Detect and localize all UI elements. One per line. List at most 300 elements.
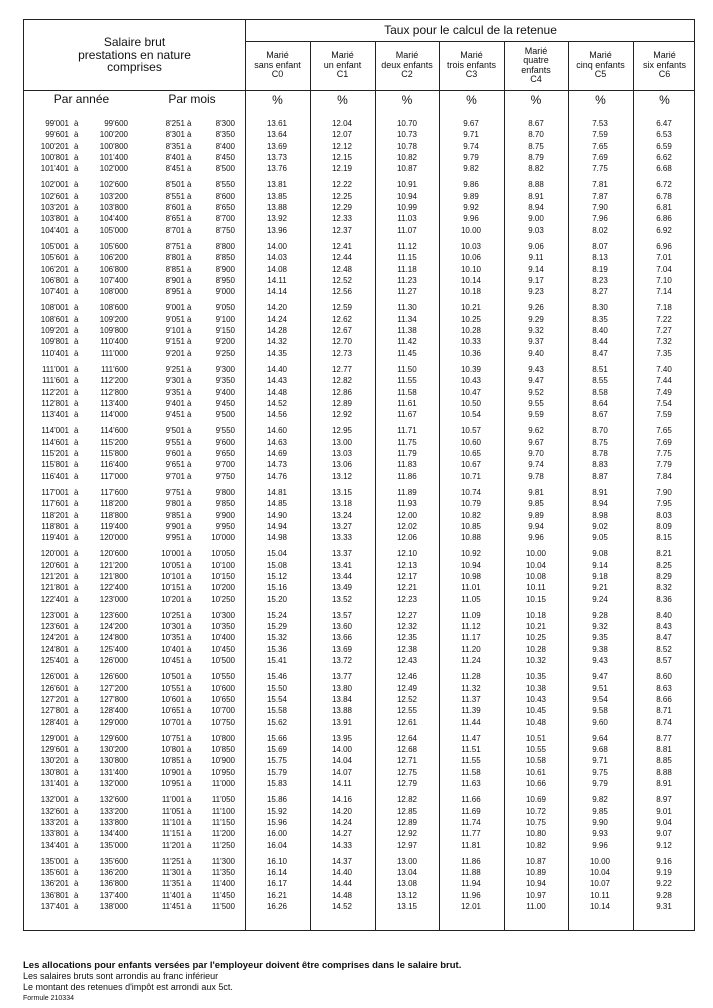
rate-c4: 8.67 bbox=[528, 119, 544, 128]
rate-c5: 8.75 bbox=[592, 437, 608, 447]
rate-c6: 8.85 bbox=[656, 756, 672, 766]
range-sep: à bbox=[74, 410, 79, 420]
year-from: 136'201 bbox=[40, 879, 69, 889]
year-to: 120'000 bbox=[99, 533, 128, 543]
year-from: 102'001 bbox=[40, 180, 69, 190]
range-sep: à bbox=[187, 164, 192, 174]
rate-c5: 8.02 bbox=[592, 225, 608, 235]
year-to: 133'200 bbox=[99, 806, 128, 816]
month-to: 9'000 bbox=[215, 287, 235, 297]
range-sep: à bbox=[74, 364, 79, 374]
rate-c1: 13.60 bbox=[331, 622, 353, 632]
rate-c1: 13.24 bbox=[331, 510, 353, 520]
column-header-line: sans enfant bbox=[254, 59, 301, 70]
rate-c4: 9.47 bbox=[528, 376, 544, 386]
rate-c0: 14.08 bbox=[266, 264, 288, 274]
rate-c1: 13.44 bbox=[331, 571, 353, 581]
month-from: 10'401 bbox=[161, 644, 185, 654]
month-to: 10'600 bbox=[211, 683, 235, 693]
month-to: 10'500 bbox=[211, 656, 235, 666]
year-from: 114'601 bbox=[41, 437, 69, 447]
rate-c4: 9.74 bbox=[528, 460, 544, 470]
rate-c5: 9.54 bbox=[592, 694, 608, 704]
month-to: 10'000 bbox=[211, 533, 235, 543]
rate-c3: 11.39 bbox=[461, 706, 481, 716]
range-sep: à bbox=[74, 387, 79, 397]
year-to: 126'600 bbox=[99, 672, 128, 682]
table-row bbox=[24, 425, 696, 436]
range-sep: à bbox=[187, 902, 192, 911]
rate-c2: 10.91 bbox=[396, 180, 418, 190]
rate-c2: 10.87 bbox=[396, 164, 418, 174]
rate-c5: 9.79 bbox=[592, 779, 608, 789]
rate-c0: 15.83 bbox=[266, 779, 288, 789]
range-sep: à bbox=[187, 868, 192, 878]
month-from: 9'501 bbox=[165, 426, 185, 436]
month-from: 8'701 bbox=[165, 225, 185, 235]
year-to: 121'800 bbox=[99, 571, 128, 581]
year-from: 118'201 bbox=[41, 510, 69, 520]
year-from: 116'401 bbox=[41, 471, 69, 481]
rate-c2: 12.32 bbox=[396, 622, 418, 632]
rate-c0: 13.96 bbox=[266, 225, 288, 235]
rate-c3: 11.05 bbox=[461, 594, 481, 604]
rate-c6: 8.15 bbox=[656, 533, 672, 543]
range-sep: à bbox=[74, 745, 79, 755]
rate-c4: 9.03 bbox=[528, 225, 544, 235]
rate-c3: 11.63 bbox=[461, 779, 481, 789]
range-sep: à bbox=[187, 890, 192, 900]
rate-c5: 9.58 bbox=[592, 706, 608, 716]
table-row bbox=[24, 437, 696, 448]
rate-c5: 8.83 bbox=[592, 460, 608, 470]
year-from: 99'001 bbox=[45, 119, 69, 128]
month-to: 9'900 bbox=[215, 510, 235, 520]
rate-c6: 8.36 bbox=[656, 594, 672, 604]
rate-c0: 14.63 bbox=[266, 437, 288, 447]
rate-c4: 9.29 bbox=[528, 314, 544, 324]
range-sep: à bbox=[187, 348, 192, 358]
rate-c4: 9.17 bbox=[528, 275, 544, 285]
rate-c0: 15.62 bbox=[266, 717, 288, 727]
column-header-c5 bbox=[568, 41, 633, 90]
rate-c3: 10.25 bbox=[460, 314, 482, 324]
rate-c1: 14.07 bbox=[331, 767, 353, 777]
rate-c3: 11.94 bbox=[461, 879, 481, 889]
rate-c5: 9.38 bbox=[592, 644, 608, 654]
range-sep: à bbox=[74, 767, 79, 777]
rate-c3: 10.54 bbox=[460, 410, 482, 420]
rate-c5: 8.98 bbox=[592, 510, 608, 520]
year-to: 125'400 bbox=[99, 644, 128, 654]
rate-c6: 9.01 bbox=[656, 806, 672, 816]
month-to: 9'350 bbox=[215, 376, 235, 386]
range-sep: à bbox=[74, 303, 79, 313]
rate-c5: 9.90 bbox=[592, 817, 608, 827]
rate-c1: 14.24 bbox=[331, 817, 353, 827]
month-to: 11'500 bbox=[211, 902, 235, 911]
rate-c2: 10.73 bbox=[396, 130, 418, 140]
rate-c5: 9.05 bbox=[592, 533, 608, 543]
rate-c2: 12.00 bbox=[396, 510, 418, 520]
month-from: 9'151 bbox=[165, 337, 185, 347]
row-group bbox=[24, 548, 696, 604]
rate-c4: 10.28 bbox=[525, 644, 547, 654]
month-from: 8'251 bbox=[165, 119, 185, 128]
table-row bbox=[24, 655, 696, 666]
rate-c5: 10.07 bbox=[589, 879, 611, 889]
range-sep: à bbox=[187, 583, 192, 593]
range-sep: à bbox=[74, 130, 79, 140]
rate-c4: 9.32 bbox=[528, 326, 544, 336]
rate-c4: 8.94 bbox=[528, 203, 544, 213]
range-sep: à bbox=[74, 733, 79, 743]
range-sep: à bbox=[74, 264, 79, 274]
range-sep: à bbox=[74, 314, 79, 324]
range-sep: à bbox=[187, 571, 192, 581]
rate-c6: 7.18 bbox=[656, 303, 672, 313]
rate-c2: 10.94 bbox=[396, 191, 418, 201]
percent-label: % bbox=[530, 93, 542, 107]
month-to: 8'750 bbox=[215, 225, 235, 235]
rate-c4: 9.62 bbox=[528, 426, 544, 436]
percent-label: % bbox=[337, 93, 348, 107]
rate-c2: 11.55 bbox=[397, 376, 417, 386]
month-to: 9'450 bbox=[215, 398, 235, 408]
rate-c0: 14.98 bbox=[266, 533, 288, 543]
range-sep: à bbox=[74, 326, 79, 336]
rate-c6: 7.95 bbox=[656, 499, 672, 509]
range-sep: à bbox=[74, 499, 79, 509]
rate-c4: 9.11 bbox=[528, 253, 544, 263]
rate-c2: 12.21 bbox=[396, 583, 418, 593]
rate-c5: 7.90 bbox=[592, 203, 608, 213]
rate-c3: 11.12 bbox=[461, 622, 481, 632]
month-from: 9'751 bbox=[165, 487, 185, 497]
range-sep: à bbox=[187, 633, 192, 643]
rate-c5: 9.71 bbox=[592, 756, 608, 766]
rate-c2: 12.38 bbox=[396, 644, 418, 654]
range-sep: à bbox=[74, 549, 79, 559]
range-sep: à bbox=[187, 253, 192, 263]
table-row bbox=[24, 459, 696, 470]
rate-c4: 9.43 bbox=[528, 364, 544, 374]
range-sep: à bbox=[74, 533, 79, 543]
rate-c0: 16.10 bbox=[266, 856, 288, 866]
month-to: 9'850 bbox=[215, 499, 235, 509]
year-from: 124'801 bbox=[40, 644, 69, 654]
rate-c1: 12.12 bbox=[331, 141, 353, 151]
rate-c6: 8.21 bbox=[656, 549, 672, 559]
year-from: 133'801 bbox=[40, 829, 69, 839]
rate-c2: 11.89 bbox=[397, 487, 417, 497]
form-number: Formule 210334 bbox=[23, 995, 74, 1002]
month-to: 11'000 bbox=[211, 779, 235, 789]
table-row bbox=[24, 532, 696, 543]
year-from: 120'001 bbox=[40, 549, 69, 559]
range-sep: à bbox=[187, 130, 192, 140]
year-from: 120'601 bbox=[40, 560, 69, 570]
year-from: 103'801 bbox=[40, 214, 69, 224]
column-header-c0 bbox=[245, 41, 310, 90]
rate-c6: 7.01 bbox=[656, 253, 672, 263]
range-sep: à bbox=[74, 571, 79, 581]
rate-c6: 6.96 bbox=[656, 241, 672, 251]
year-from: 104'401 bbox=[40, 225, 69, 235]
rate-c5: 9.96 bbox=[592, 840, 608, 850]
rate-c0: 15.41 bbox=[266, 656, 288, 666]
month-to: 10'650 bbox=[211, 694, 235, 704]
range-sep: à bbox=[187, 829, 192, 839]
range-sep: à bbox=[74, 829, 79, 839]
range-sep: à bbox=[187, 141, 192, 151]
rate-c1: 12.59 bbox=[331, 303, 353, 313]
range-sep: à bbox=[187, 683, 192, 693]
rate-c4: 10.18 bbox=[525, 610, 547, 620]
rate-c1: 12.89 bbox=[331, 398, 353, 408]
month-from: 8'951 bbox=[165, 287, 185, 297]
month-from: 10'751 bbox=[161, 733, 185, 743]
rate-c2: 12.35 bbox=[396, 633, 418, 643]
range-sep: à bbox=[187, 225, 192, 235]
rate-c2: 11.34 bbox=[397, 314, 417, 324]
rate-c0: 15.66 bbox=[266, 733, 288, 743]
rate-c6: 6.59 bbox=[656, 141, 672, 151]
range-sep: à bbox=[187, 119, 192, 128]
year-to: 120'600 bbox=[99, 549, 128, 559]
rate-c5: 9.82 bbox=[592, 795, 608, 805]
range-sep: à bbox=[74, 779, 79, 789]
range-sep: à bbox=[187, 191, 192, 201]
rate-c0: 13.85 bbox=[266, 191, 288, 201]
rate-c3: 11.58 bbox=[461, 767, 481, 777]
month-from: 10'951 bbox=[161, 779, 185, 789]
rate-c1: 14.40 bbox=[331, 868, 353, 878]
month-from: 10'101 bbox=[161, 571, 185, 581]
rate-c3: 9.71 bbox=[463, 130, 479, 140]
rate-c3: 11.51 bbox=[461, 745, 481, 755]
rate-c6: 7.54 bbox=[656, 398, 672, 408]
rate-c3: 9.89 bbox=[463, 191, 479, 201]
table-row bbox=[24, 336, 696, 347]
year-to: 123'600 bbox=[99, 610, 128, 620]
rate-c4: 11.00 bbox=[526, 902, 546, 911]
rate-c6: 8.25 bbox=[656, 560, 672, 570]
rate-c6: 8.47 bbox=[656, 633, 672, 643]
column-header-c3 bbox=[439, 41, 504, 90]
month-to: 10'300 bbox=[211, 610, 235, 620]
table-row bbox=[24, 129, 696, 140]
rate-c0: 15.36 bbox=[266, 644, 288, 654]
range-sep: à bbox=[187, 549, 192, 559]
table-row bbox=[24, 498, 696, 509]
range-sep: à bbox=[187, 594, 192, 604]
year-from: 132'601 bbox=[40, 806, 69, 816]
month-from: 10'251 bbox=[161, 610, 185, 620]
year-to: 137'400 bbox=[99, 890, 128, 900]
allocation-note: Les allocations pour enfants versées par l'employeur doivent être comprises dans le salaire brut. bbox=[23, 960, 462, 971]
rate-c4: 10.45 bbox=[525, 706, 547, 716]
rate-c0: 16.26 bbox=[266, 902, 288, 911]
year-to: 117'600 bbox=[100, 487, 128, 497]
table-row bbox=[24, 409, 696, 420]
year-to: 111'600 bbox=[100, 364, 128, 374]
rate-c0: 15.50 bbox=[266, 683, 288, 693]
rate-c3: 10.67 bbox=[460, 460, 482, 470]
year-to: 116'400 bbox=[100, 460, 128, 470]
month-from: 11'051 bbox=[161, 806, 185, 816]
month-to: 9'100 bbox=[215, 314, 235, 324]
month-from: 9'801 bbox=[165, 499, 185, 509]
rate-c4: 9.78 bbox=[528, 471, 544, 481]
rate-c4: 9.59 bbox=[528, 410, 544, 420]
range-sep: à bbox=[74, 594, 79, 604]
month-from: 8'901 bbox=[165, 275, 185, 285]
year-to: 111'000 bbox=[100, 348, 128, 358]
month-from: 11'351 bbox=[161, 879, 185, 889]
month-to: 10'150 bbox=[211, 571, 235, 581]
rate-c4: 9.06 bbox=[528, 241, 544, 251]
rate-c3: 10.79 bbox=[460, 499, 482, 509]
rate-c2: 10.78 bbox=[396, 141, 418, 151]
rate-c1: 13.95 bbox=[331, 733, 353, 743]
rate-c2: 13.12 bbox=[396, 890, 418, 900]
range-sep: à bbox=[74, 214, 79, 224]
year-from: 124'201 bbox=[40, 633, 69, 643]
rate-c6: 8.91 bbox=[656, 779, 672, 789]
rate-c2: 11.93 bbox=[397, 499, 417, 509]
year-from: 136'801 bbox=[40, 890, 69, 900]
rate-c6: 6.86 bbox=[656, 214, 672, 224]
rate-c0: 13.73 bbox=[266, 152, 288, 162]
range-sep: à bbox=[187, 314, 192, 324]
month-from: 10'701 bbox=[161, 717, 185, 727]
year-to: 134'400 bbox=[99, 829, 128, 839]
rate-c4: 8.79 bbox=[528, 152, 544, 162]
row-group bbox=[24, 241, 696, 297]
rate-c6: 9.22 bbox=[656, 879, 672, 889]
rate-c1: 12.86 bbox=[331, 387, 353, 397]
rate-c6: 6.68 bbox=[656, 164, 672, 174]
range-sep: à bbox=[187, 656, 192, 666]
year-from: 105'601 bbox=[40, 253, 69, 263]
rate-c6: 9.31 bbox=[656, 902, 672, 911]
year-to: 100'200 bbox=[99, 130, 128, 140]
month-from: 8'451 bbox=[165, 164, 185, 174]
month-from: 10'901 bbox=[161, 767, 185, 777]
table-row bbox=[24, 632, 696, 643]
rate-c1: 12.15 bbox=[331, 152, 353, 162]
month-to: 9'950 bbox=[215, 521, 235, 531]
year-from: 126'601 bbox=[40, 683, 69, 693]
rate-c0: 14.32 bbox=[266, 337, 288, 347]
rate-c2: 10.70 bbox=[396, 119, 418, 128]
rate-c3: 11.55 bbox=[461, 756, 481, 766]
month-from: 10'551 bbox=[161, 683, 185, 693]
column-header-line: C3 bbox=[465, 69, 478, 80]
rate-c0: 14.76 bbox=[266, 471, 288, 481]
rate-c5: 9.08 bbox=[592, 549, 608, 559]
rate-c4: 10.43 bbox=[525, 694, 547, 704]
range-sep: à bbox=[187, 879, 192, 889]
rate-c4: 10.97 bbox=[525, 890, 547, 900]
month-from: 9'001 bbox=[165, 303, 185, 313]
month-from: 9'601 bbox=[165, 449, 185, 459]
rate-table bbox=[23, 19, 695, 931]
rate-c2: 12.49 bbox=[396, 683, 418, 693]
rate-c2: 12.75 bbox=[396, 767, 418, 777]
range-sep: à bbox=[187, 364, 192, 374]
rate-c1: 12.44 bbox=[331, 253, 353, 263]
rate-c1: 12.52 bbox=[331, 275, 353, 285]
rate-c6: 9.12 bbox=[656, 840, 672, 850]
range-sep: à bbox=[187, 745, 192, 755]
range-sep: à bbox=[74, 890, 79, 900]
month-to: 8'800 bbox=[215, 241, 235, 251]
row-group bbox=[24, 425, 696, 481]
rate-c5: 8.58 bbox=[592, 387, 608, 397]
year-from: 100'201 bbox=[40, 141, 69, 151]
rate-c1: 14.48 bbox=[331, 890, 353, 900]
rate-c3: 11.32 bbox=[461, 683, 481, 693]
rate-c0: 16.21 bbox=[266, 890, 288, 900]
range-sep: à bbox=[74, 694, 79, 704]
month-to: 9'800 bbox=[215, 487, 235, 497]
month-from: 11'401 bbox=[161, 890, 185, 900]
rate-c1: 13.72 bbox=[331, 656, 353, 666]
year-from: 132'001 bbox=[40, 795, 69, 805]
rate-c2: 11.27 bbox=[397, 287, 417, 297]
rate-c5: 10.14 bbox=[589, 902, 611, 911]
column-header-line: C6 bbox=[658, 69, 671, 80]
table-row bbox=[24, 191, 696, 202]
rate-c5: 9.75 bbox=[592, 767, 608, 777]
rate-c0: 14.85 bbox=[266, 499, 288, 509]
rate-c0: 15.16 bbox=[266, 583, 288, 593]
month-from: 8'551 bbox=[165, 191, 185, 201]
range-sep: à bbox=[187, 275, 192, 285]
range-sep: à bbox=[74, 203, 79, 213]
rate-c2: 12.02 bbox=[396, 521, 418, 531]
month-from: 10'151 bbox=[161, 583, 185, 593]
rate-c5: 9.32 bbox=[592, 622, 608, 632]
table-row bbox=[24, 213, 696, 224]
rate-c6: 8.32 bbox=[656, 583, 672, 593]
range-sep: à bbox=[187, 533, 192, 543]
rate-c2: 13.04 bbox=[396, 868, 418, 878]
range-sep: à bbox=[187, 264, 192, 274]
month-to: 8'850 bbox=[215, 253, 235, 263]
rate-c0: 15.32 bbox=[266, 633, 288, 643]
rate-c4: 9.96 bbox=[528, 533, 544, 543]
rate-c0: 16.00 bbox=[266, 829, 288, 839]
rate-c3: 10.33 bbox=[460, 337, 482, 347]
range-sep: à bbox=[74, 241, 79, 251]
rate-c5: 9.51 bbox=[592, 683, 608, 693]
year-to: 106'800 bbox=[99, 264, 128, 274]
month-from: 10'001 bbox=[161, 549, 185, 559]
year-from: 129'601 bbox=[40, 745, 69, 755]
rate-c0: 15.86 bbox=[266, 795, 288, 805]
rate-c4: 9.52 bbox=[528, 387, 544, 397]
rate-c0: 13.92 bbox=[266, 214, 288, 224]
rate-c0: 15.96 bbox=[266, 817, 288, 827]
month-to: 11'250 bbox=[211, 840, 235, 850]
table-row bbox=[24, 901, 696, 912]
rate-c1: 13.37 bbox=[331, 549, 353, 559]
rate-c4: 8.91 bbox=[528, 191, 544, 201]
rate-c1: 12.82 bbox=[331, 376, 353, 386]
